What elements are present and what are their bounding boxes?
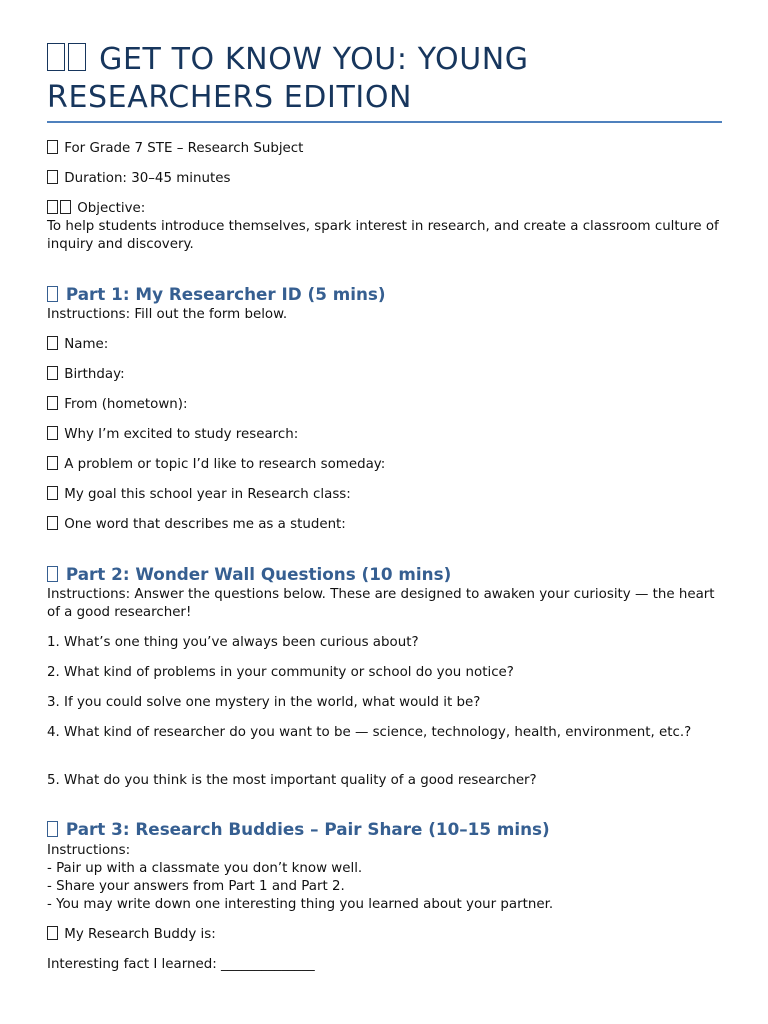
form-field-excited: Why I’m excited to study research:: [47, 426, 722, 444]
form-field-name: Name:: [47, 336, 722, 354]
question-1: 1. What’s one thing you’ve always been curious about?: [47, 635, 419, 650]
title-divider: [47, 121, 722, 123]
part3-step-2: - Share your answers from Part 1 and Part 2.: [47, 879, 345, 894]
form-field-word: One word that describes me as a student:: [47, 516, 722, 534]
id-card-emoji-icon: [47, 286, 58, 302]
part2-instructions: Instructions: Answer the questions below. These are designed to awaken your curiosity — the heart of a good researcher!: [47, 587, 719, 620]
trophy-emoji-icon: [47, 486, 58, 500]
microscope-emoji-icon: [47, 426, 58, 440]
people-emoji-icon: [47, 926, 58, 940]
target-emoji-icon: [47, 200, 58, 214]
question-4: 4. What kind of researcher do you want to be — science, technology, health, environment, etc.?: [47, 725, 692, 740]
objective-text: To help students introduce themselves, spark interest in research, and create a classroom culture of inquiry and discovery.: [47, 219, 724, 252]
form-field-birthday: Birthday:: [47, 366, 722, 384]
speech-bubble-emoji-icon: [47, 516, 58, 530]
person-emoji-icon: [47, 336, 58, 350]
form-field-topic: A problem or topic I’d like to research someday:: [47, 456, 722, 474]
grade-line: For Grade 7 STE – Research Subject: [47, 140, 722, 158]
form-field-goal: My goal this school year in Research class:: [47, 486, 722, 504]
part2-heading: Part 2: Wonder Wall Questions (10 mins): [47, 563, 722, 585]
part3-instructions-label: Instructions:: [47, 843, 131, 858]
interesting-fact-line: Interesting fact I learned: ______________: [47, 957, 315, 972]
question-5: 5. What do you think is the most important quality of a good researcher?: [47, 773, 537, 788]
target-emoji-icon-2: [60, 200, 71, 214]
page-title: [47, 41, 722, 117]
part3-step-1: - Pair up with a classmate you don’t know well.: [47, 861, 363, 876]
house-emoji-icon: [47, 396, 58, 410]
researcher-emoji-icon: [47, 43, 65, 71]
question-3: 3. If you could solve one mystery in the world, what would it be?: [47, 695, 481, 710]
duration-line: Duration: 30–45 minutes: [47, 170, 722, 188]
sparkle-emoji-icon: [68, 43, 86, 71]
question-2: 2. What kind of problems in your community or school do you notice?: [47, 665, 514, 680]
clock-emoji-icon: [47, 170, 58, 184]
part3-heading: Part 3: Research Buddies – Pair Share (10–15 mins): [47, 818, 722, 840]
page-title-text: GET TO KNOW YOU: YOUNG RESEARCHERS EDITION: [47, 42, 529, 115]
brick-wall-emoji-icon: [47, 566, 58, 582]
part1-instructions: Instructions: Fill out the form below.: [47, 307, 288, 322]
research-buddy-line: My Research Buddy is:: [47, 926, 722, 944]
cake-emoji-icon: [47, 366, 58, 380]
magnifier-emoji-icon: [47, 456, 58, 470]
form-field-hometown: From (hometown):: [47, 396, 722, 414]
part3-step-3: - You may write down one interesting thing you learned about your partner.: [47, 897, 554, 912]
objective-label: Objective:: [47, 200, 722, 218]
handshake-emoji-icon: [47, 821, 58, 837]
book-emoji-icon: [47, 140, 58, 154]
part1-heading: Part 1: My Researcher ID (5 mins): [47, 283, 722, 305]
